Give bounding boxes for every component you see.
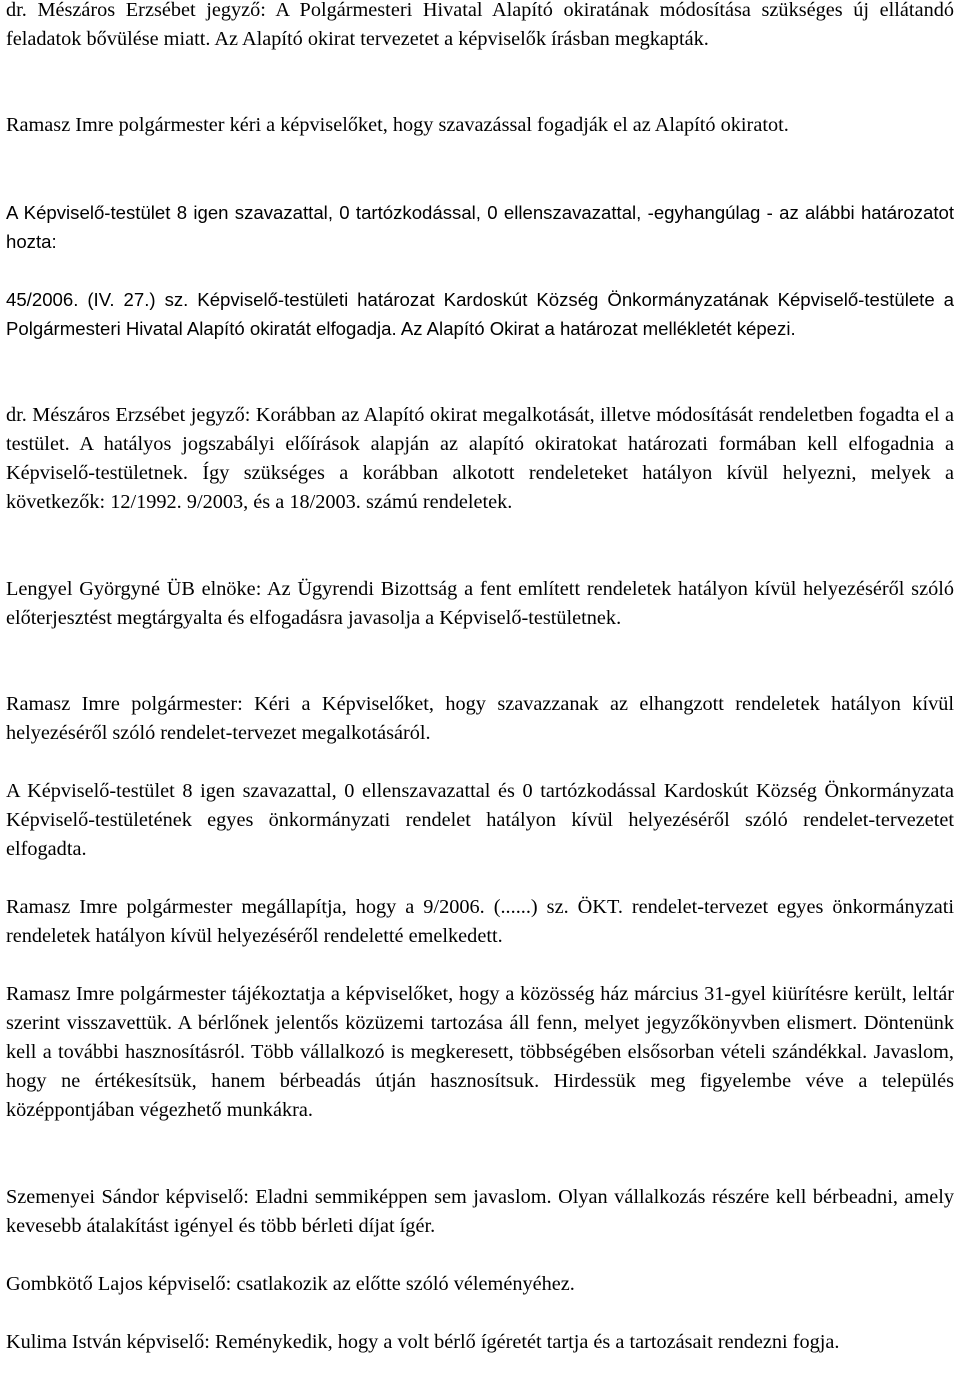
paragraph-szemenyei: Szemenyei Sándor képviselő: Eladni semmiképpen sem javaslom. Olyan vállalkozás részére kell bérbeadni, amely kevesebb átalakítást igényel és több bérleti díjat ígér.: [6, 1186, 954, 1237]
paragraph-rendelette-emelkedes: Ramasz Imre polgármester megállapítja, hogy a 9/2006. (......) sz. ÖKT. rendelet-tervezet egyes önkormányzati rendeletek hatályon kívül helyezéséről rendeletté emelkedett.: [6, 896, 954, 947]
paragraph-szavazas-eredmeny: A Képviselő-testület 8 igen szavazattal, 0 tartózkodással, 0 ellenszavazattal, -egyhangúlag - az alábbi határozatot hozta:: [6, 202, 954, 252]
paragraph-jegyzo-alapito-okirat: dr. Mészáros Erzsébet jegyző: A Polgármesteri Hivatal Alapító okiratának módosítása szükséges új ellátandó feladatok bővülése miatt. Az Alapító okirat tervezetet a képviselők írásban megkapták.: [6, 0, 954, 50]
paragraph-polgarmester-szavazas: Ramasz Imre polgármester kéri a képviselőket, hogy szavazással fogadják el az Alapító okiratot.: [6, 114, 789, 136]
paragraph-gombkoto: Gombkötő Lajos képviselő: csatlakozik az előtte szóló véleményéhez.: [6, 1273, 575, 1295]
paragraph-jegyzo-rendeletek: dr. Mészáros Erzsébet jegyző: Korábban az Alapító okirat megalkotását, illetve módosítását rendeletben fogadta el a testület. A hatályos jogszabályi előírások alapján az alapító okiratokat határozati formában kell elfogadnia a Képviselő-testületnek. Így szükséges a korábban alkotott rendeleteket hatályon kívül helyezni, melyek a következők: 12/1992. 9/2003, és a 18/2003. számú rendeletek.: [6, 404, 954, 513]
paragraph-hatarozat: 45/2006. (IV. 27.) sz. Képviselő-testületi határozat Kardoskút Község Önkormányzatának Képviselő-testülete a Polgármesteri Hivatal Alapító okiratát elfogadja. Az Alapító Okirat a határozat mellékletét képezi.: [6, 289, 954, 339]
paragraph-kozossegi-haz: Ramasz Imre polgármester tájékoztatja a képviselőket, hogy a közösség ház március 31-gyel kiürítésre került, leltár szerint visszavettük. A bérlőnek jelentős közüzemi tartozása áll fenn, melyet jegyzőkönyvben elismert. Döntenünk kell a további hasznosításról. Több vállalkozó is megkeresett, többségében elsősorban vételi szándékkal. Javaslom, hogy ne értékesítsük, hanem bérbeadás útján hasznosítsuk. Hirdessük meg figyelembe véve a település középpontjában végezhető munkákra.: [6, 983, 954, 1121]
paragraph-ub-elnok: Lengyel Györgyné ÜB elnöke: Az Ügyrendi Bizottság a fent említett rendeletek hatályon kívül helyezéséről szóló előterjesztést megtárgyalta és elfogadásra javasolja a Képviselő-testületnek.: [6, 578, 954, 629]
paragraph-kulima: Kulima István képviselő: Reménykedik, hogy a volt bérlő ígéretét tartja és a tartozásait rendezni fogja.: [6, 1331, 840, 1353]
paragraph-polgarmester-rendelet: Ramasz Imre polgármester: Kéri a Képviselőket, hogy szavazzanak az elhangzott rendeletek hatályon kívül helyezéséről szóló rendelet-tervezet megalkotásáról.: [6, 693, 954, 744]
paragraph-rendelet-elfogadas: A Képviselő-testület 8 igen szavazattal, 0 ellenszavazattal és 0 tartózkodással Kardoskút Község Önkormányzata Képviselő-testületének egyes önkormányzati rendelet hatályon kívül helyezéséről szóló rendelet-tervezetet elfogadta.: [6, 780, 954, 860]
